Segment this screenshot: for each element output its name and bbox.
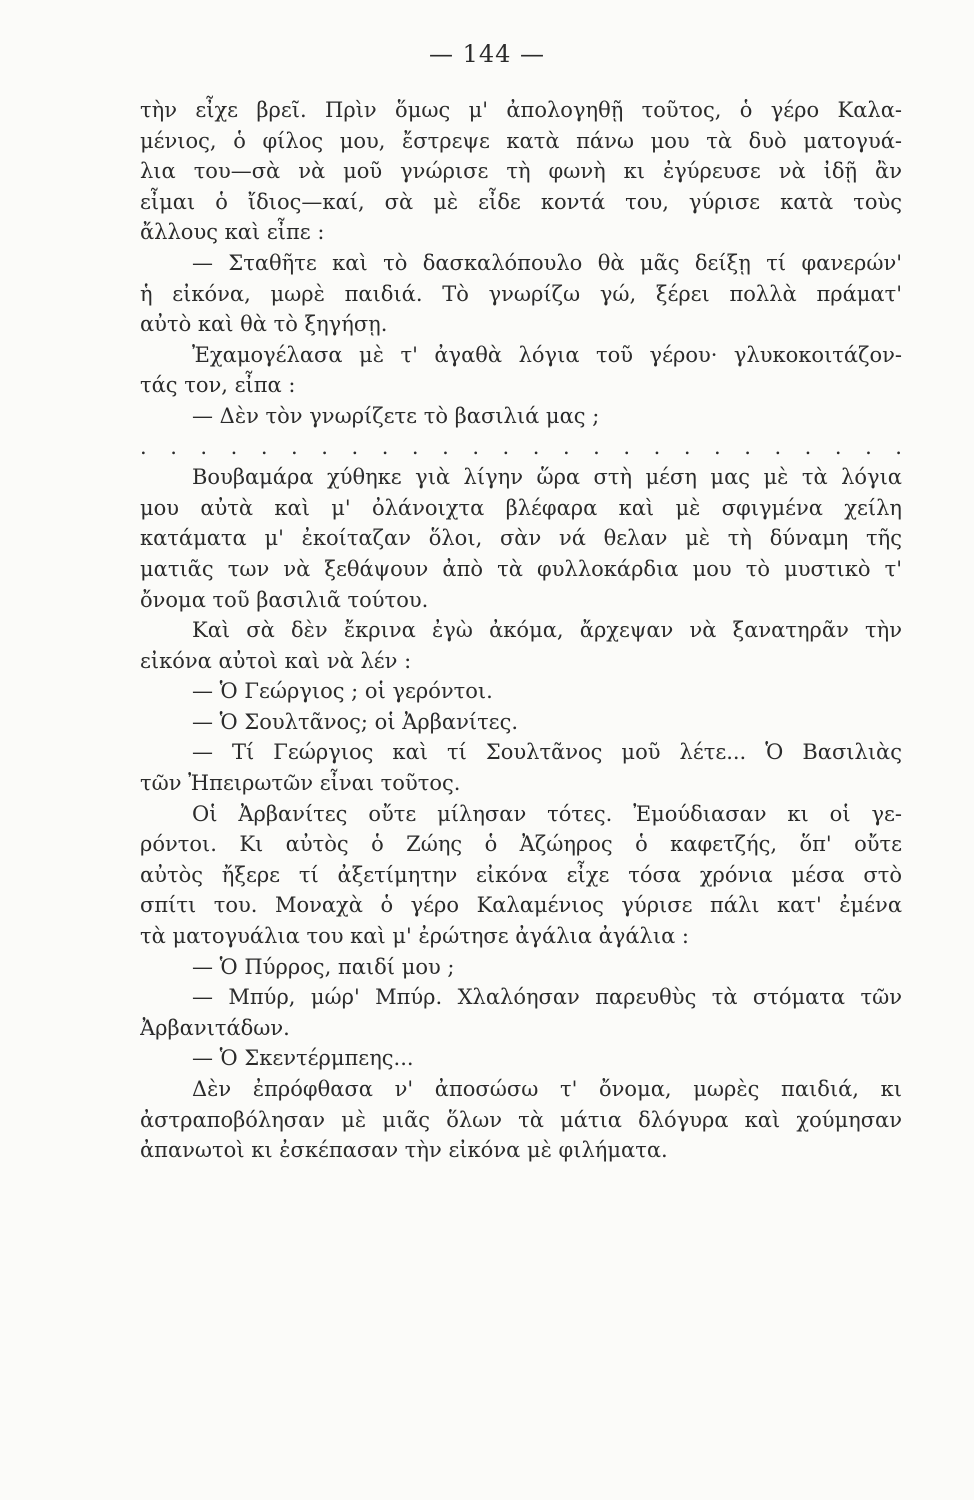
text-line: — Τί Γεώργιος καὶ τί Σουλτᾶνος μοῦ λέτε... Ὁ Βασιλιὰς <box>192 740 902 765</box>
text-line: Καὶ σὰ δὲν ἔκρινα ἐγὼ ἀκόμα, ἄρχεψαν νὰ ξανατηρᾶν τὴν <box>192 618 902 643</box>
page-number: — 144 — <box>428 40 546 68</box>
text-line: Ἀρβανιτάδων. <box>140 1015 290 1040</box>
text-line: — Ὁ Σουλτᾶνος; οἱ Ἀρβανίτες. <box>192 709 519 734</box>
text-line: — Μπύρ, μώρ' Μπύρ. Χλαλόησαν παρευθὺς τὰ στόματα τῶν <box>192 985 902 1010</box>
text-line: ρόντοι. Κι αὐτὸς ὁ Ζώης ὁ Ἀζώηρος ὁ καφετζής, ὅπ' οὔτε <box>140 832 902 857</box>
text-line: εἶμαι ὁ ἴδιος—καί, σὰ μὲ εἶδε κοντά του, γύρισε κατὰ τοὺς <box>140 189 902 214</box>
text-line: ἄλλους καὶ εἶπε : <box>140 220 325 245</box>
text-line: — Ὁ Σκεντέρμπεης... <box>192 1046 414 1071</box>
text-line: τὰ ματογυάλια του καὶ μ' ἐρώτησε ἀγάλια ἀγάλια : <box>140 924 690 949</box>
text-line: ματιᾶς των νὰ ξεθάψουν ἀπὸ τὰ φυλλοκάρδια μου τὸ μυστικὸ τ' <box>140 556 902 581</box>
text-line: — Σταθῆτε καὶ τὸ δασκαλόπουλο θὰ μᾶς δείξῃ τί φανερών' <box>192 250 902 275</box>
text-line: ἡ εἰκόνα, μωρὲ παιδιά. Τὸ γνωρίζω γώ, ξέρει πολλὰ πράματ' <box>140 281 902 306</box>
text-line: λια του—σὰ νὰ μοῦ γνώρισε τὴ φωνὴ κι ἐγύρευσε νὰ ἰδῇ ἂν <box>140 159 902 184</box>
body-text <box>140 95 902 1166</box>
ellipsis-separator: . . . . . . . . . . . . . . . . . . . . . . . . . . <box>140 434 902 459</box>
text-line: — Ὁ Γεώργιος ; οἱ γερόντοι. <box>192 679 493 704</box>
text-line: Δὲν ἐπρόφθασα ν' ἀποσώσω τ' ὄνομα, μωρὲς παιδιά, κι <box>192 1077 902 1101</box>
text-line: εἰκόνα αὐτοὶ καὶ νὰ λέν : <box>140 648 412 673</box>
text-line: τὴν εἶχε βρεῖ. Πρὶν ὅμως μ' ἀπολογηθῇ τοῦτος, ὁ γέρο Καλα- <box>140 98 902 122</box>
text-line: μένιος, ὁ φίλος μου, ἔστρεψε κατὰ πάνω μου τὰ δυὸ ματογυά- <box>140 128 902 153</box>
text-line: κατάματα μ' ἐκοίταζαν ὅλοι, σὰν νά θελαν μὲ τὴ δύναμη τῆς <box>140 526 902 551</box>
text-line: ἀπανωτοὶ κι ἐσκέπασαν τὴν εἰκόνα μὲ φιλήματα. <box>140 1138 668 1163</box>
text-line: Ἐχαμογέλασα μὲ τ' ἀγαθὰ λόγια τοῦ γέρου· γλυκοκοιτάζον- <box>192 342 902 367</box>
text-line: Βουβαμάρα χύθηκε γιὰ λίγην ὥρα στὴ μέση μας μὲ τὰ λόγια <box>192 465 902 490</box>
text-line: — Ὁ Πύρρος, παιδί μου ; <box>192 954 455 979</box>
text-line: μου αὐτὰ καὶ μ' ὀλάνοιχτα βλέφαρα καὶ μὲ σφιγμένα χείλη <box>140 495 902 520</box>
text-line: αὐτὸ καὶ θὰ τὸ ξηγήσῃ. <box>140 312 388 337</box>
text-line: σπίτι του. Μοναχὰ ὁ γέρο Καλαμένιος γύρισε πάλι κατ' ἐμένα <box>140 893 902 918</box>
text-line: τάς τον, εἶπα : <box>140 373 296 398</box>
text-line: — Δὲν τὸν γνωρίζετε τὸ βασιλιά μας ; <box>192 403 600 428</box>
text-line: ἀστραποβόλησαν μὲ μιᾶς ὅλων τὰ μάτια δλόγυρα καὶ χούμησαν <box>140 1107 902 1132</box>
text-line: αὐτὸς ἤξερε τί ἀξετίμητην εἰκόνα εἶχε τόσα χρόνια μέσα στὸ <box>140 862 902 887</box>
text-line: ὄνομα τοῦ βασιλιᾶ τούτου. <box>140 587 429 612</box>
text-line: Οἱ Ἀρβανίτες οὔτε μίλησαν τότες. Ἐμούδιασαν κι οἱ γε- <box>192 801 902 826</box>
text-line: τῶν Ἠπειρωτῶν εἶναι τοῦτος. <box>140 771 461 796</box>
